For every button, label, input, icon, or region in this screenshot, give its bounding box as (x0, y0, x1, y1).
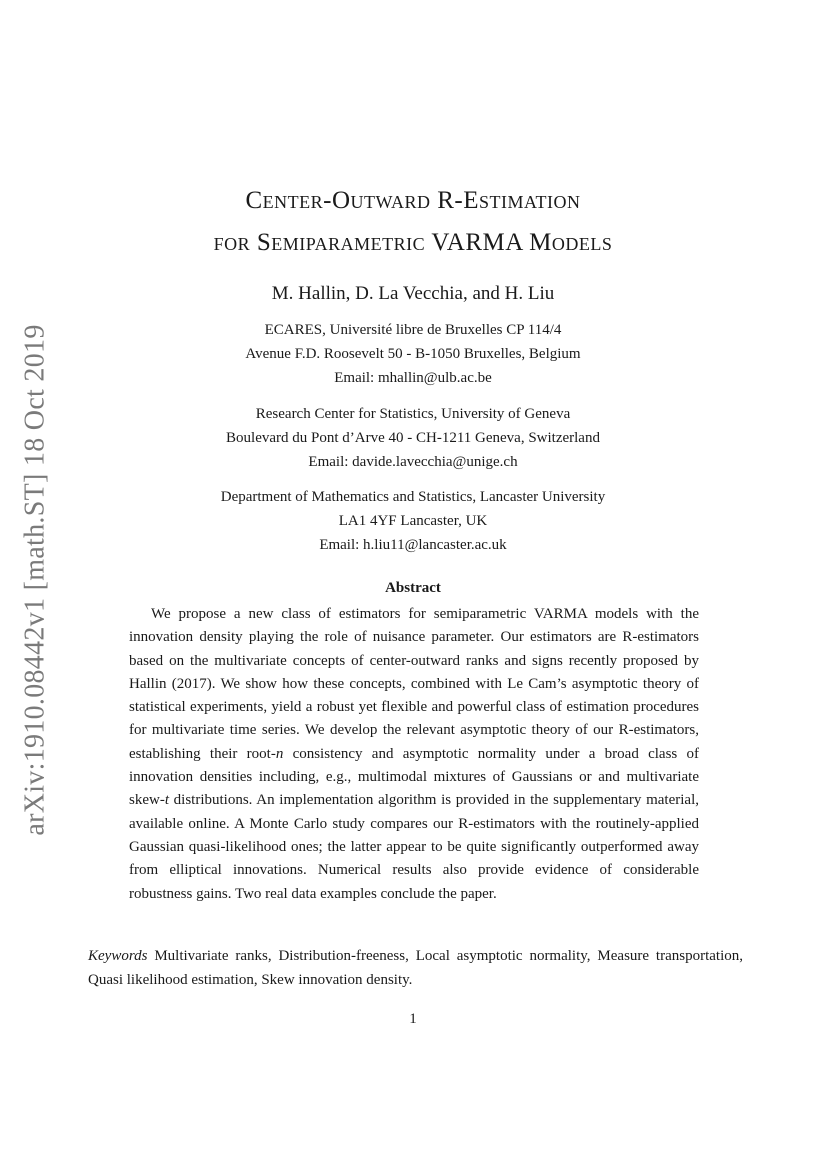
abstract-text-part-2: consistency and asymptotic normality under a broad class of innovation densities including, e.g., multimodal mixtures of Gaussians or and multivariate skew- (129, 745, 699, 809)
page-number: 1 (409, 1011, 417, 1027)
abstract-italic-n: n (275, 745, 284, 762)
affiliation-2-line-2: Boulevard du Pont d’Arve 40 - CH-1211 Geneva, Switzerland (226, 430, 600, 446)
title-line-2: for Semiparametric VARMA Models (213, 229, 613, 256)
affiliation-2-line-1: Research Center for Statistics, University of Geneva (255, 406, 571, 422)
abstract-heading: Abstract (385, 580, 441, 596)
affiliation-3-line-2: LA1 4YF Lancaster, UK (338, 513, 488, 529)
keywords-label: Keywords (88, 948, 148, 964)
affiliation-1-line-2: Avenue F.D. Roosevelt 50 - B-1050 Bruxelles, Belgium (245, 346, 581, 362)
affiliation-1-line-1: ECARES, Université libre de Bruxelles CP 114/4 (264, 322, 562, 338)
affiliation-3-line-1: Department of Mathematics and Statistics, Lancaster University (220, 489, 606, 505)
arxiv-identifier: arXiv:1910.08442v1 [math.ST] 18 Oct 2019 (20, 324, 51, 836)
abstract-text-part-1: We propose a new class of estimators for semiparametric VARMA models with the innovation density playing the role of nuisance parameter. Our estimators are R-estimators based on the multivariate concepts of center-outward ranks and signs recently proposed by Hallin (2017). We show how these concepts, combined with Le Cam’s asymptotic theory of statistical experiments, yield a robust yet flexible and powerful class of estimation procedures for multivariate time series. We develop the relevant asymptotic theory of our R-estimators, establishing their root- (129, 606, 699, 762)
abstract-body (129, 603, 699, 906)
abstract-italic-t: t (164, 792, 169, 809)
author-list: M. Hallin, D. La Vecchia, and H. Liu (271, 283, 555, 304)
keywords-paragraph (88, 944, 743, 992)
affiliation-2-email: Email: davide.lavecchia@unige.ch (308, 454, 518, 470)
affiliation-2 (0, 402, 826, 474)
paper-title (0, 180, 826, 264)
affiliation-3-email: Email: h.liu11@lancaster.ac.uk (319, 537, 507, 553)
affiliation-1 (0, 318, 826, 390)
affiliation-1-email: Email: mhallin@ulb.ac.be (334, 370, 492, 386)
title-line-1: Center-Outward R-Estimation (245, 187, 581, 214)
abstract-text-part-3: distributions. An implementation algorithm is provided in the supplementary material, available online. A Monte Carlo study compares our R-estimators with the routinely-applied Gaussian quasi-likelihood ones; the latter appear to be quite significantly outperformed away from elliptical innovations. Numerical results also provide evidence of considerable robustness gains. Two real data examples conclude the paper. (129, 792, 699, 902)
keywords-text: Multivariate ranks, Distribution-freeness, Local asymptotic normality, Measure transportation, Quasi likelihood estimation, Skew innovation density. (88, 948, 743, 988)
affiliation-3 (0, 485, 826, 557)
